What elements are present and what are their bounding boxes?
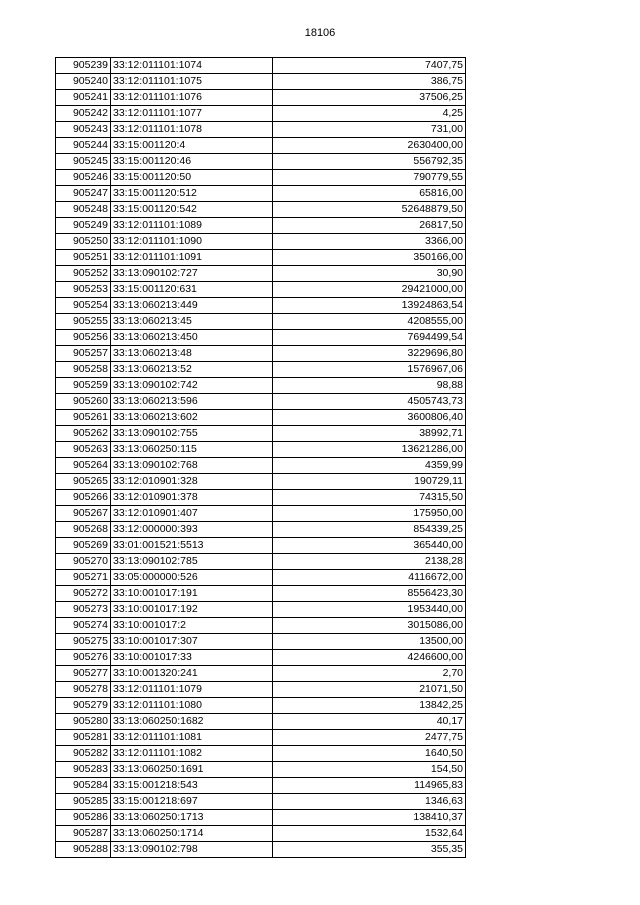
value-cell: 355,35 [273,842,466,858]
cadastral-number-cell: 33:13:060250:1713 [111,810,273,826]
cadastral-number-cell: 33:12:011101:1077 [111,106,273,122]
cadastral-number-cell: 33:12:011101:1079 [111,682,273,698]
cadastral-number-cell: 33:15:001120:50 [111,170,273,186]
value-cell: 2,70 [273,666,466,682]
table-row [56,138,466,154]
table-row [56,586,466,602]
table-row [56,730,466,746]
table-row [56,554,466,570]
cadastral-number-cell: 33:12:011101:1078 [111,122,273,138]
table-row [56,778,466,794]
table-row [56,282,466,298]
row-id-cell: 905278 [56,682,111,698]
row-id-cell: 905255 [56,314,111,330]
row-id-cell: 905250 [56,234,111,250]
value-cell: 1532,64 [273,826,466,842]
value-cell: 3015086,00 [273,618,466,634]
value-cell: 114965,83 [273,778,466,794]
value-cell: 4246600,00 [273,650,466,666]
row-id-cell: 905245 [56,154,111,170]
row-id-cell: 905274 [56,618,111,634]
value-cell: 2630400,00 [273,138,466,154]
cadastral-number-cell: 33:10:001320:241 [111,666,273,682]
row-id-cell: 905285 [56,794,111,810]
cadastral-number-cell: 33:13:090102:727 [111,266,273,282]
row-id-cell: 905253 [56,282,111,298]
cadastral-number-cell: 33:12:011101:1074 [111,58,273,74]
cadastral-number-cell: 33:12:000000:393 [111,522,273,538]
cadastral-number-cell: 33:13:090102:785 [111,554,273,570]
cadastral-number-cell: 33:12:011101:1091 [111,250,273,266]
table-row [56,122,466,138]
table-row [56,490,466,506]
value-cell: 40,17 [273,714,466,730]
value-cell: 2477,75 [273,730,466,746]
value-cell: 386,75 [273,74,466,90]
table-row [56,698,466,714]
row-id-cell: 905246 [56,170,111,186]
value-cell: 65816,00 [273,186,466,202]
row-id-cell: 905279 [56,698,111,714]
cadastral-number-cell: 33:12:010901:407 [111,506,273,522]
cadastral-number-cell: 33:12:011101:1082 [111,746,273,762]
value-cell: 38992,71 [273,426,466,442]
value-cell: 556792,35 [273,154,466,170]
table-row [56,570,466,586]
row-id-cell: 905247 [56,186,111,202]
row-id-cell: 905240 [56,74,111,90]
row-id-cell: 905241 [56,90,111,106]
row-id-cell: 905268 [56,522,111,538]
table-row [56,394,466,410]
value-cell: 365440,00 [273,538,466,554]
cadastral-number-cell: 33:13:060213:449 [111,298,273,314]
table-row [56,474,466,490]
row-id-cell: 905249 [56,218,111,234]
table-row [56,810,466,826]
cadastral-number-cell: 33:13:060213:602 [111,410,273,426]
cadastral-number-cell: 33:15:001120:46 [111,154,273,170]
table-row [56,346,466,362]
row-id-cell: 905270 [56,554,111,570]
table-row [56,842,466,858]
cadastral-number-cell: 33:13:060250:1691 [111,762,273,778]
value-cell: 30,90 [273,266,466,282]
value-cell: 4,25 [273,106,466,122]
table-row [56,250,466,266]
row-id-cell: 905283 [56,762,111,778]
cadastral-number-cell: 33:15:001120:542 [111,202,273,218]
row-id-cell: 905261 [56,410,111,426]
cadastral-number-cell: 33:12:010901:328 [111,474,273,490]
table-row [56,666,466,682]
row-id-cell: 905271 [56,570,111,586]
table-row [56,634,466,650]
table-row [56,74,466,90]
table-row [56,618,466,634]
value-cell: 3366,00 [273,234,466,250]
row-id-cell: 905258 [56,362,111,378]
table-row [56,826,466,842]
row-id-cell: 905269 [56,538,111,554]
value-cell: 21071,50 [273,682,466,698]
value-cell: 52648879,50 [273,202,466,218]
row-id-cell: 905265 [56,474,111,490]
row-id-cell: 905276 [56,650,111,666]
value-cell: 4359,99 [273,458,466,474]
value-cell: 13500,00 [273,634,466,650]
table-row [56,90,466,106]
cadastral-number-cell: 33:13:090102:742 [111,378,273,394]
cadastral-number-cell: 33:13:090102:768 [111,458,273,474]
table-row [56,266,466,282]
value-cell: 1953440,00 [273,602,466,618]
row-id-cell: 905273 [56,602,111,618]
table-row [56,762,466,778]
cadastral-number-cell: 33:13:090102:798 [111,842,273,858]
table-row [56,378,466,394]
row-id-cell: 905262 [56,426,111,442]
cadastral-number-cell: 33:15:001218:543 [111,778,273,794]
table-row [56,218,466,234]
cadastral-number-cell: 33:13:090102:755 [111,426,273,442]
cadastral-number-cell: 33:13:060213:596 [111,394,273,410]
row-id-cell: 905275 [56,634,111,650]
cadastral-number-cell: 33:10:001017:307 [111,634,273,650]
value-cell: 1346,63 [273,794,466,810]
table-row [56,330,466,346]
cadastral-number-cell: 33:10:001017:191 [111,586,273,602]
cadastral-number-cell: 33:12:010901:378 [111,490,273,506]
value-cell: 8556423,30 [273,586,466,602]
cadastral-number-cell: 33:05:000000:526 [111,570,273,586]
cadastral-number-cell: 33:10:001017:2 [111,618,273,634]
value-cell: 4208555,00 [273,314,466,330]
value-cell: 4505743,73 [273,394,466,410]
row-id-cell: 905242 [56,106,111,122]
row-id-cell: 905259 [56,378,111,394]
data-table [55,57,466,858]
table-row [56,410,466,426]
table-row [56,426,466,442]
data-table-body [56,58,466,858]
row-id-cell: 905244 [56,138,111,154]
value-cell: 731,00 [273,122,466,138]
value-cell: 7694499,54 [273,330,466,346]
table-row [56,186,466,202]
value-cell: 29421000,00 [273,282,466,298]
cadastral-number-cell: 33:13:060250:1682 [111,714,273,730]
row-id-cell: 905288 [56,842,111,858]
cadastral-number-cell: 33:12:011101:1090 [111,234,273,250]
cadastral-number-cell: 33:12:011101:1076 [111,90,273,106]
value-cell: 74315,50 [273,490,466,506]
table-row [56,682,466,698]
table-row [56,362,466,378]
value-cell: 350166,00 [273,250,466,266]
value-cell: 37506,25 [273,90,466,106]
cadastral-number-cell: 33:12:011101:1081 [111,730,273,746]
table-row [56,650,466,666]
table-row [56,538,466,554]
value-cell: 13924863,54 [273,298,466,314]
row-id-cell: 905248 [56,202,111,218]
table-row [56,794,466,810]
cadastral-number-cell: 33:13:060213:45 [111,314,273,330]
value-cell: 3229696,80 [273,346,466,362]
table-row [56,314,466,330]
value-cell: 1640,50 [273,746,466,762]
cadastral-number-cell: 33:13:060213:52 [111,362,273,378]
table-row [56,234,466,250]
row-id-cell: 905239 [56,58,111,74]
cadastral-number-cell: 33:15:001218:697 [111,794,273,810]
value-cell: 4116672,00 [273,570,466,586]
table-row [56,714,466,730]
cadastral-number-cell: 33:13:060250:115 [111,442,273,458]
row-id-cell: 905286 [56,810,111,826]
row-id-cell: 905251 [56,250,111,266]
value-cell: 175950,00 [273,506,466,522]
row-id-cell: 905252 [56,266,111,282]
value-cell: 7407,75 [273,58,466,74]
table-row [56,170,466,186]
value-cell: 2138,28 [273,554,466,570]
table-row [56,746,466,762]
table-row [56,106,466,122]
table-row [56,442,466,458]
table-row [56,458,466,474]
table-row [56,202,466,218]
table-row [56,58,466,74]
value-cell: 13621286,00 [273,442,466,458]
row-id-cell: 905277 [56,666,111,682]
cadastral-number-cell: 33:12:011101:1075 [111,74,273,90]
row-id-cell: 905287 [56,826,111,842]
table-row [56,522,466,538]
row-id-cell: 905267 [56,506,111,522]
cadastral-number-cell: 33:10:001017:192 [111,602,273,618]
value-cell: 854339,25 [273,522,466,538]
value-cell: 138410,37 [273,810,466,826]
value-cell: 1576967,06 [273,362,466,378]
cadastral-number-cell: 33:12:011101:1089 [111,218,273,234]
cadastral-number-cell: 33:01:001521:5513 [111,538,273,554]
cadastral-number-cell: 33:13:060213:450 [111,330,273,346]
cadastral-number-cell: 33:15:001120:4 [111,138,273,154]
row-id-cell: 905280 [56,714,111,730]
cadastral-number-cell: 33:13:060213:48 [111,346,273,362]
value-cell: 13842,25 [273,698,466,714]
page-number: 18106 [304,27,336,39]
cadastral-number-cell: 33:12:011101:1080 [111,698,273,714]
value-cell: 98,88 [273,378,466,394]
row-id-cell: 905260 [56,394,111,410]
value-cell: 190729,11 [273,474,466,490]
table-row [56,298,466,314]
cadastral-number-cell: 33:15:001120:631 [111,282,273,298]
table-row [56,506,466,522]
value-cell: 154,50 [273,762,466,778]
row-id-cell: 905256 [56,330,111,346]
cadastral-number-cell: 33:13:060250:1714 [111,826,273,842]
value-cell: 790779,55 [273,170,466,186]
table-row [56,154,466,170]
row-id-cell: 905284 [56,778,111,794]
cadastral-number-cell: 33:15:001120:512 [111,186,273,202]
row-id-cell: 905264 [56,458,111,474]
row-id-cell: 905243 [56,122,111,138]
row-id-cell: 905263 [56,442,111,458]
row-id-cell: 905281 [56,730,111,746]
row-id-cell: 905282 [56,746,111,762]
value-cell: 26817,50 [273,218,466,234]
row-id-cell: 905266 [56,490,111,506]
row-id-cell: 905272 [56,586,111,602]
table-row [56,602,466,618]
row-id-cell: 905257 [56,346,111,362]
value-cell: 3600806,40 [273,410,466,426]
row-id-cell: 905254 [56,298,111,314]
cadastral-number-cell: 33:10:001017:33 [111,650,273,666]
